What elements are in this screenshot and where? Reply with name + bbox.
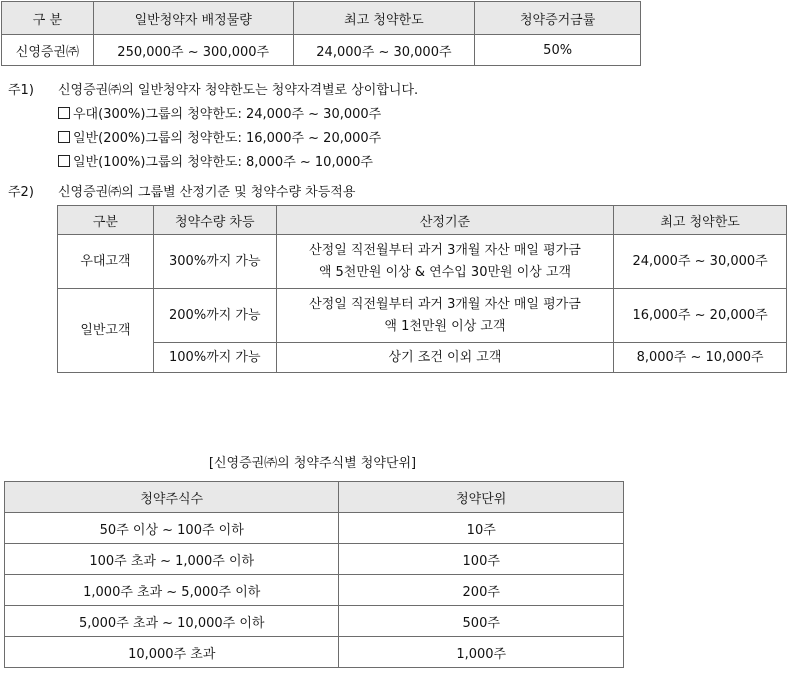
group-criteria-table [57,205,787,373]
table-row [5,637,624,668]
cell-criteria: 산정일 직전월부터 과거 3개월 자산 매일 평가금 액 5천만원 이상 & 연수입 30만원 이상 고객 [276,235,613,289]
cell-max-limit: 24,000주 ~ 30,000주 [614,235,787,289]
note-2-text: 신영증권㈜의 그룹별 산정기준 및 청약수량 차등적용 [58,185,356,200]
cell-underwriter: 신영증권㈜ [2,35,94,66]
note-1-label: 주1) [8,83,34,98]
group-row-preferred [58,235,787,289]
header-allocation-volume: 일반청약자 배정물량 [93,2,293,35]
cell-quantity-diff: 200%까지 가능 [153,289,276,343]
cell-quantity-diff: 300%까지 가능 [153,235,276,289]
cell-share-range: 1,000주 초과 ~ 5,000주 이하 [5,575,339,606]
cell-share-range: 50주 이상 ~ 100주 이하 [5,513,339,544]
allocation-row [2,35,641,66]
checkbox-icon [58,155,70,167]
cell-share-range: 100주 초과 ~ 1,000주 이하 [5,544,339,575]
cell-unit: 10주 [339,513,624,544]
header-share-count: 청약주식수 [5,482,339,513]
cell-unit: 1,000주 [339,637,624,668]
header-group: 구분 [58,206,154,235]
note-2-label: 주2) [8,185,34,200]
header-max-limit: 최고 청약한도 [293,2,475,35]
note-1-item: 일반(100%)그룹의 청약한도: 8,000주 ~ 10,000주 [58,151,373,170]
header-deposit-rate: 청약증거금률 [475,2,641,35]
unit-table-caption: [신영증권㈜의 청약주식별 청약단위] [208,456,417,471]
cell-max-limit: 24,000주 ~ 30,000주 [293,35,475,66]
header-max-limit: 최고 청약한도 [614,206,787,235]
header-unit: 청약단위 [339,482,624,513]
table-row [5,606,624,637]
table-row [5,544,624,575]
group-row-general-200 [58,289,787,343]
cell-group: 우대고객 [58,235,154,289]
cell-quantity-diff: 100%까지 가능 [153,343,276,373]
cell-max-limit: 16,000주 ~ 20,000주 [614,289,787,343]
group-header-row [58,206,787,235]
cell-criteria: 산정일 직전월부터 과거 3개월 자산 매일 평가금 액 1천만원 이상 고객 [276,289,613,343]
table-row [5,575,624,606]
cell-unit: 500주 [339,606,624,637]
cell-share-range: 10,000주 초과 [5,637,339,668]
cell-deposit-rate: 50% [475,35,641,66]
header-quantity-diff: 청약수량 차등 [153,206,276,235]
header-division: 구 분 [2,2,94,35]
cell-unit: 200주 [339,575,624,606]
cell-allocation-volume: 250,000주 ~ 300,000주 [93,35,293,66]
cell-unit: 100주 [339,544,624,575]
unit-header-row [5,482,624,513]
cell-criteria: 상기 조건 이외 고객 [276,343,613,373]
note-1-item: 우대(300%)그룹의 청약한도: 24,000주 ~ 30,000주 [58,103,381,122]
cell-share-range: 5,000주 초과 ~ 10,000주 이하 [5,606,339,637]
note-1-item: 일반(200%)그룹의 청약한도: 16,000주 ~ 20,000주 [58,127,381,146]
header-criteria: 산정기준 [276,206,613,235]
note-1-text: 신영증권㈜의 일반청약자 청약한도는 청약자격별로 상이합니다. [58,83,419,98]
subscription-unit-table [4,481,624,668]
cell-max-limit: 8,000주 ~ 10,000주 [614,343,787,373]
checkbox-icon [58,131,70,143]
allocation-table [1,1,641,66]
cell-group: 일반고객 [58,289,154,373]
allocation-header-row [2,2,641,35]
group-row-general-100 [58,343,787,373]
checkbox-icon [58,107,70,119]
table-row [5,513,624,544]
